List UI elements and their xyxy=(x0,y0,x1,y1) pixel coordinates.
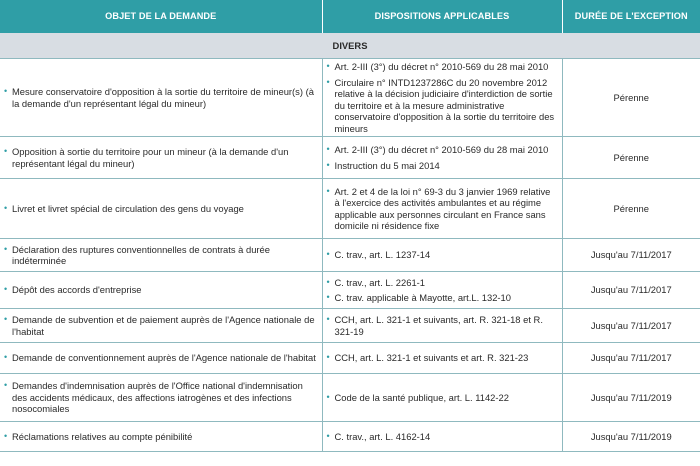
table-row xyxy=(0,422,700,452)
bullet-icon: • xyxy=(326,391,330,402)
cell-dispositions xyxy=(322,59,562,137)
header-duree: DURÉE DE L'EXCEPTION xyxy=(562,0,700,33)
cell-dispositions xyxy=(322,309,562,343)
cell-dispositions xyxy=(322,272,562,309)
cell-duree: Pérenne xyxy=(562,59,700,137)
disposition-text: C. trav., art. L. 1237-14 xyxy=(334,249,431,261)
objet-item xyxy=(4,86,318,109)
disposition-item xyxy=(327,431,558,443)
cell-dispositions xyxy=(322,239,562,272)
section-row xyxy=(0,33,700,59)
cell-duree: Jusqu'au 7/11/2017 xyxy=(562,272,700,309)
disposition-item xyxy=(327,77,558,135)
cell-dispositions xyxy=(322,422,562,452)
objet-text: Opposition à sortie du territoire pour un mineur (à la demande d'un représentant légal du mineur) xyxy=(12,146,289,169)
disposition-item xyxy=(327,392,558,404)
bullet-icon: • xyxy=(326,159,330,170)
bullet-icon: • xyxy=(4,314,8,324)
disposition-text: CCH, art. L. 321-1 et suivants, art. R. 321-18 et R. 321-19 xyxy=(334,314,543,337)
cell-duree: Pérenne xyxy=(562,179,700,239)
objet-text: Demandes d'indemnisation auprès de l'Office national d'indemnisation des accidents médicaux, des affections iatrogènes et des infections nosocomiales xyxy=(12,380,303,415)
bullet-icon: • xyxy=(326,144,330,154)
cell-objet xyxy=(0,137,322,179)
bullet-icon: • xyxy=(326,314,330,324)
bullet-icon: • xyxy=(4,430,8,441)
bullet-icon: • xyxy=(4,202,8,213)
cell-objet xyxy=(0,309,322,343)
cell-dispositions xyxy=(322,137,562,179)
cell-duree: Jusqu'au 7/11/2019 xyxy=(562,374,700,422)
disposition-item xyxy=(327,144,558,156)
cell-objet xyxy=(0,422,322,452)
objet-text: Réclamations relatives au compte pénibilité xyxy=(12,430,193,442)
cell-objet xyxy=(0,239,322,272)
disposition-text: Instruction du 5 mai 2014 xyxy=(334,159,440,171)
bullet-icon: • xyxy=(4,243,8,254)
cell-objet xyxy=(0,179,322,239)
cell-duree: Jusqu'au 7/11/2017 xyxy=(562,343,700,374)
table-row xyxy=(0,309,700,343)
bullet-icon: • xyxy=(4,352,8,363)
bullet-icon: • xyxy=(4,284,8,295)
disposition-item xyxy=(327,61,558,73)
disposition-item xyxy=(327,277,558,289)
cell-objet xyxy=(0,272,322,309)
bullet-icon: • xyxy=(326,292,330,302)
objet-text: Demande de conventionnement auprès de l'Agence nationale de l'habitat xyxy=(12,352,316,364)
bullet-icon: • xyxy=(4,86,8,96)
disposition-item xyxy=(327,249,558,261)
table-row xyxy=(0,343,700,374)
cell-dispositions xyxy=(322,374,562,422)
disposition-text: Art. 2-III (3°) du décret n° 2010-569 du 28 mai 2010 xyxy=(334,144,549,155)
cell-duree: Jusqu'au 7/11/2019 xyxy=(562,422,700,452)
objet-text: Déclaration des ruptures conventionnelles de contrats à durée indéterminée xyxy=(12,243,270,266)
disposition-text: C. trav., art. L. 4162-14 xyxy=(334,430,431,442)
disposition-text: C. trav. applicable à Mayotte, art.L. 132-10 xyxy=(334,292,511,303)
table-row xyxy=(0,137,700,179)
table-row xyxy=(0,59,700,137)
table-row xyxy=(0,374,700,422)
disposition-text: Circulaire n° INTD1237286C du 20 novembre 2012 relative à la décision judiciaire d'interdiction de sortie du territoire et à la mesure administrative conservatoire d'opposition à la sortie du territoire des mineurs xyxy=(334,76,555,134)
bullet-icon: • xyxy=(326,61,330,71)
objet-text: Dépôt des accords d'entreprise xyxy=(12,284,142,296)
bullet-icon: • xyxy=(326,276,330,287)
cell-objet xyxy=(0,343,322,374)
bullet-icon: • xyxy=(326,76,330,87)
objet-item xyxy=(4,146,318,169)
bullet-icon: • xyxy=(4,380,8,391)
header-row xyxy=(0,0,700,33)
objet-item xyxy=(4,352,318,364)
bullet-icon: • xyxy=(326,430,330,441)
disposition-item xyxy=(327,186,558,232)
cell-duree: Pérenne xyxy=(562,137,700,179)
disposition-text: C. trav., art. L. 2261-1 xyxy=(334,276,425,288)
cell-duree: Jusqu'au 7/11/2017 xyxy=(562,239,700,272)
cell-objet xyxy=(0,59,322,137)
disposition-text: Art. 2 et 4 de la loi n° 69-3 du 3 janvier 1969 relative à l'exercice des activités ambulantes et au régime applicable aux personnes circulant en France sans domicile ni résidence fixe xyxy=(334,185,551,231)
objet-item xyxy=(4,314,318,337)
disposition-text: Art. 2-III (3°) du décret n° 2010-569 du 28 mai 2010 xyxy=(334,61,549,72)
objet-text: Mesure conservatoire d'opposition à la sortie du territoire de mineur(s) (à la demande d'un représentant légal du mineur) xyxy=(12,86,314,109)
disposition-item xyxy=(327,292,558,304)
cell-duree: Jusqu'au 7/11/2017 xyxy=(562,309,700,343)
disposition-item xyxy=(327,314,558,337)
bullet-icon: • xyxy=(326,185,330,196)
disposition-text: CCH, art. L. 321-1 et suivants et art. R. 321-23 xyxy=(334,352,529,364)
cell-objet xyxy=(0,374,322,422)
objet-item xyxy=(4,431,318,443)
table-row xyxy=(0,179,700,239)
bullet-icon: • xyxy=(4,146,8,156)
bullet-icon: • xyxy=(326,249,330,260)
objet-item xyxy=(4,284,318,296)
objet-item xyxy=(4,203,318,215)
table-row xyxy=(0,272,700,309)
disposition-item xyxy=(327,352,558,364)
disposition-text: Code de la santé publique, art. L. 1142-22 xyxy=(334,391,509,403)
table-row xyxy=(0,239,700,272)
disposition-item xyxy=(327,160,558,172)
header-dispositions: DISPOSITIONS APPLICABLES xyxy=(322,0,562,33)
header-objet: OBJET DE LA DEMANDE xyxy=(0,0,322,33)
bullet-icon: • xyxy=(326,352,330,363)
objet-text: Livret et livret spécial de circulation des gens du voyage xyxy=(12,202,244,214)
cell-dispositions xyxy=(322,343,562,374)
objet-item xyxy=(4,244,318,267)
objet-text: Demande de subvention et de paiement auprès de l'Agence nationale de l'habitat xyxy=(12,314,315,337)
section-title: DIVERS xyxy=(0,33,700,59)
cell-dispositions xyxy=(322,179,562,239)
objet-item xyxy=(4,380,318,415)
